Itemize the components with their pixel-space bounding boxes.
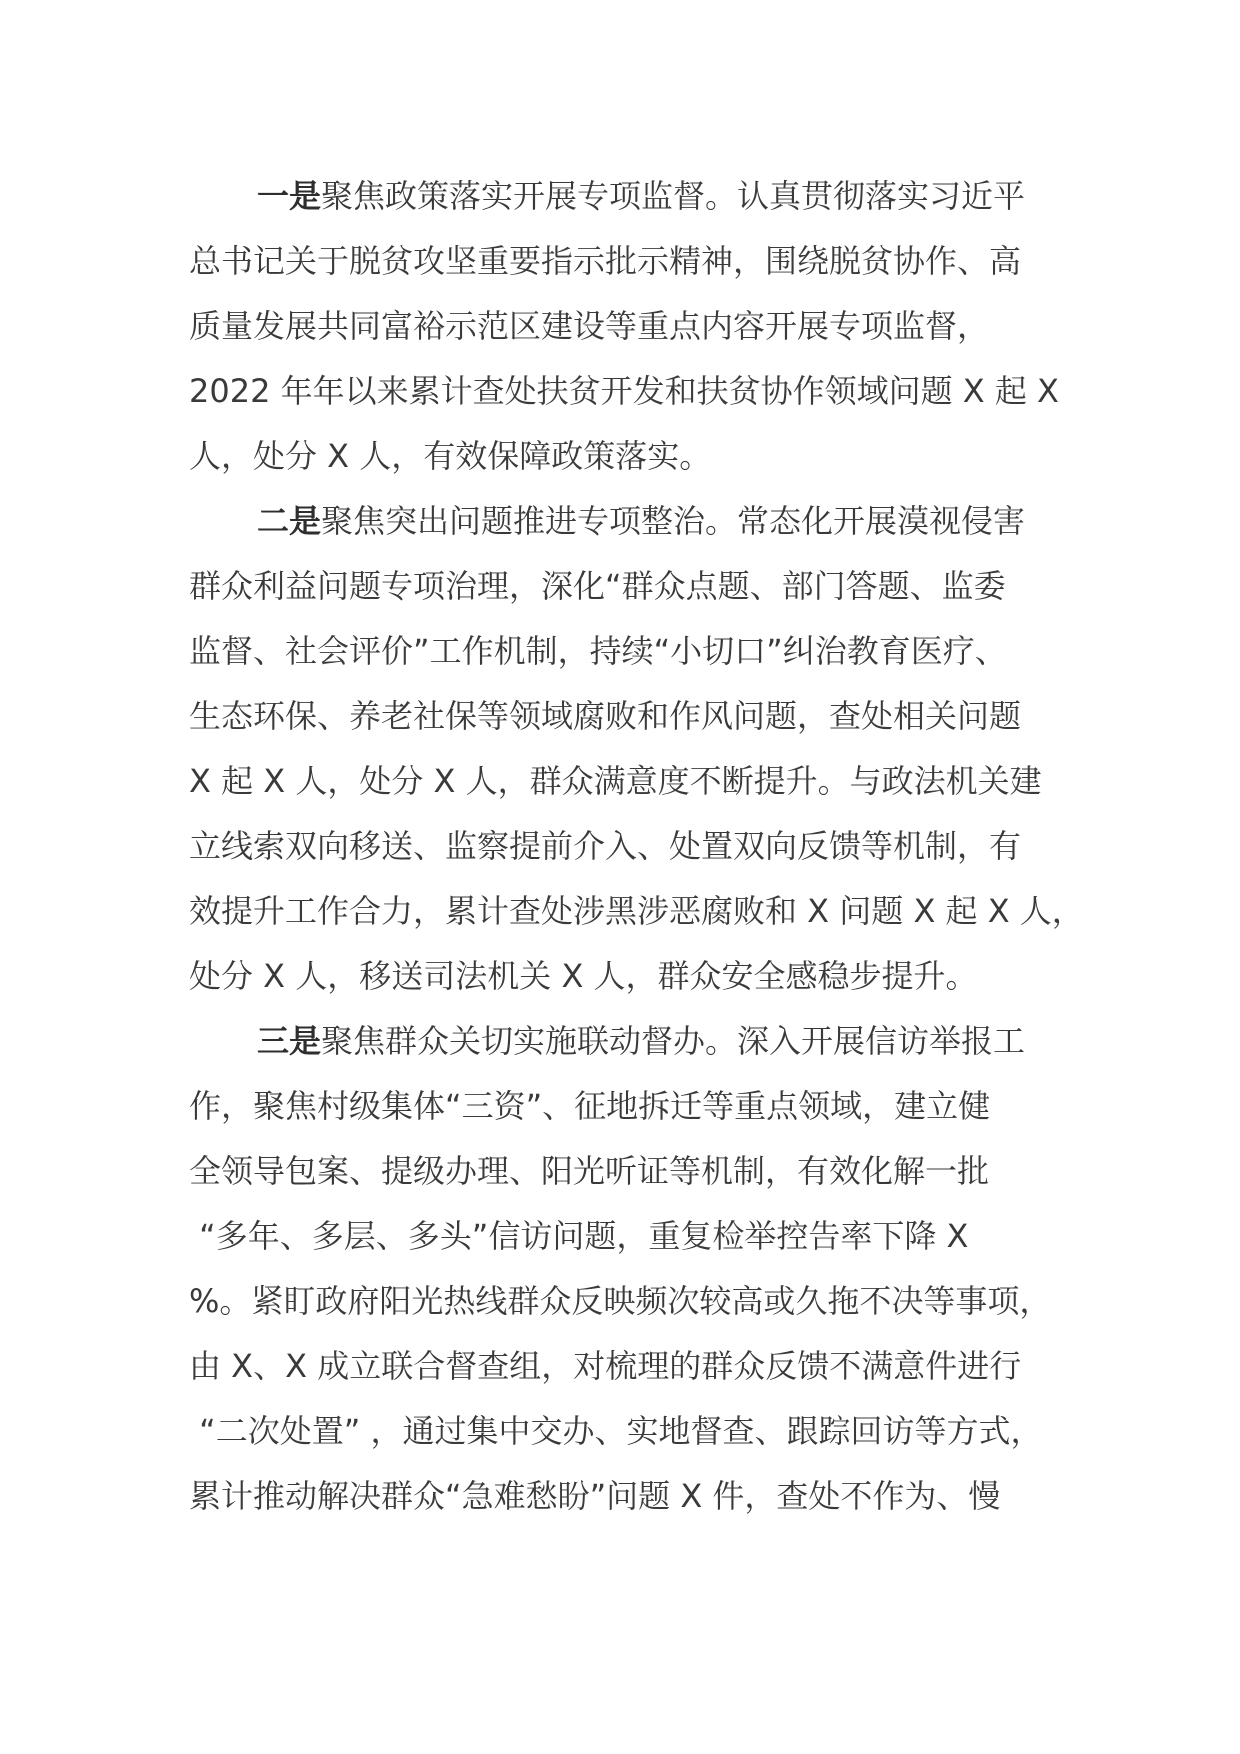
paragraph-1-line-2: 总书记关于脱贫攻坚重要指示批示精神，围绕脱贫协作、高 (189, 242, 1022, 280)
paragraph-3-line-1-text: 聚焦群众关切实施联动督办。深入开展信访举报工 (321, 1022, 1026, 1060)
paragraph-3-lead: 三是 (257, 1022, 322, 1060)
paragraph-3-line-1 (189, 1009, 1059, 1074)
paragraph-3-line-2: 作，聚焦村级集体“三资”、征地拆迁等重点领域，建立健 (189, 1087, 991, 1125)
paragraph-1-line-4: 2022 年年以来累计查处扶贫开发和扶贫协作领域问题 X 起 X (189, 372, 1059, 410)
paragraph-2-lead: 二是 (257, 502, 322, 540)
paragraph-2-line-3: 监督、社会评价”工作机制，持续“小切口”纠治教育医疗、 (189, 632, 1007, 670)
paragraph-2-line-1 (189, 489, 1059, 554)
paragraph-2-line-1-text: 聚焦突出问题推进专项整治。常态化开展漠视侵害 (321, 502, 1026, 540)
paragraph-2-line-5: X 起 X 人，处分 X 人，群众满意度不断提升。与政法机关建 (189, 762, 1042, 800)
paragraph-3-line-3: 全领导包案、提级办理、阳光听证等机制，有效化解一批 (189, 1152, 990, 1190)
paragraph-3-line-8: 累计推动解决群众“急难愁盼”问题 X 件，查处不作为、慢 (189, 1477, 1001, 1515)
paragraph-2-line-6: 立线索双向移送、监察提前介入、处置双向反馈等机制，有 (189, 827, 1022, 865)
paragraph-1-lead: 一是 (257, 177, 322, 215)
paragraph-1-line-5: 人，处分 X 人，有效保障政策落实。 (189, 437, 712, 475)
paragraph-3-line-4: “多年、多层、多头”信访问题，重复检举控告率下降 X (189, 1217, 969, 1255)
paragraph-2-line-4: 生态环保、养老社保等领域腐败和作风问题，查处相关问题 (189, 697, 1022, 735)
document-body (189, 164, 1084, 1529)
paragraph-2-line-2: 群众利益问题专项治理，深化“群众点题、部门答题、监委 (189, 567, 1006, 605)
paragraph-3-line-6: 由 X、X 成立联合督查组，对梳理的群众反馈不满意件进行 (189, 1347, 1022, 1385)
paragraph-1-line-1 (189, 164, 1059, 229)
paragraph-2-line-8: 处分 X 人，移送司法机关 X 人，群众安全感稳步提升。 (189, 957, 978, 995)
paragraph-1-line-1-text: 聚焦政策落实开展专项监督。认真贯彻落实习近平 (321, 177, 1026, 215)
paragraph-2-line-7: 效提升工作合力，累计查处涉黑涉恶腐败和 X 问题 X 起 X 人， (189, 892, 1084, 930)
paragraph-3-line-7: “二次处置” ，通过集中交办、实地督查、跟踪回访等方式， (189, 1412, 1043, 1450)
paragraph-3-line-5: %。紧盯政府阳光热线群众反映频次较高或久拖不决等事项， (189, 1282, 1052, 1320)
paragraph-1-line-3: 质量发展共同富裕示范区建设等重点内容开展专项监督， (189, 307, 990, 345)
